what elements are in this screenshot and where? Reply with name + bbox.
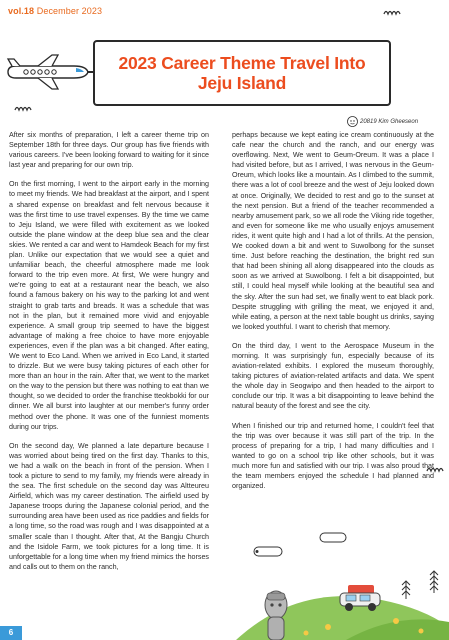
paragraph: On the first morning, I went to the airport early in the morning to meet my friends. We had breakfast at the airport, and I spent a shared expense on breakfast and felt nervous because it was the first time to use travel expenses. By the time we came to Jeju Island, we were filled with excitement as we looked outside the plane window at the deep blue sea and the clear skies. We rented a car and went to Hamdeok Beach for my first plan. Unlike our expectation that we would see a quiet and unfamiliar beach, the cheerful atmosphere made me look forward to the trip even more. At first, We were hungry and we're going to eat at a restaurant near the beach, we also found a famous bakery on his way to the parking lot and went straight to grab tarts and breads. It was a schedule that was not in the plan, but it remained more vivid and enjoyable experience. A small group trip seemed to have the biggest advantage of making a free choice to have more enjoyable experiences, even if the plan was a bit changed. After eating, We went to Eco Land. When we arrived in Eco Land, it started to drizzle. But we were busy taking pictures of each other for more than an hour in the rain. After that, we went to the market on the way to the pension but there was nothing to eat than we thought, so we decided to order the franchise tteokbokki for our dinner. We all burst into laughter at our member's funny order method over the phone. It was one of the funniest moments during our trips. — [9, 180, 209, 431]
stone-statue-icon — [265, 591, 287, 640]
issue-header — [8, 6, 102, 16]
page-title-line-1: 2023 Career Theme Travel Into — [118, 53, 366, 73]
paragraph: After six months of preparation, I left a career theme trip on September 18th for three days. Our group has five friends with various careers. I've been looking forward to waiting for it since last year and preparing for our own trip. — [9, 131, 209, 170]
paragraph: When I finished our trip and returned home, I couldn't feel that the trip was over because it was still part of the trip. In the process of preparing for a trip, I had many difficulties and I wanted to go on a school trip like other schools, but it was much more fun and satisfied with our trip. I was also proud that the team members enjoyed the schedule I had planned and organized. — [232, 421, 434, 491]
author-byline: 20819 Kim Gheeseon — [360, 119, 419, 125]
jeju-landscape-illustration — [236, 527, 449, 640]
right-column — [232, 130, 434, 500]
paragraph: On the second day, We planned a late departure because I was worried about being tired on the first day. Thanks to this, we had a walk on the beach in front of the pension. When I took a picture to send to my family, my friends were already in the sea. The first schedule on the second day was Altteureu Airfield, which was my career destination. The airfield used by Japanese troops during the Japanese colonial period, and the surrounding area have been used as rice paddies and fields for a long time, so the road was rough and I was disappointed at a smaller scale than I thought. After that, At the Bangju Church and the Isidole Farm, we took pictures for a long time. It is unforgettable for a long time when my friend mimics the horses and calls out to them on the ranch, — [9, 441, 209, 571]
title-banner — [93, 40, 391, 106]
squiggle-decoration — [14, 104, 32, 112]
page-title-line-2: Jeju Island — [197, 73, 287, 93]
cloud-icon — [320, 533, 346, 542]
paragraph: perhaps because we kept eating ice cream continuously at the cafe near the church and the ranch, and our energy was overflowing. Next, We went to Geum-Oreum. It was a place I had visited before, but as I arrived, I was nervous in the Geum-Oreum, which looks like a mountain. As I climbed to the summit, there was a lot of cool breeze and the west of Jeju looked down at once. Originally, We decided to rest and go to the sunset at the next pension. But a friend of the teacher recommended a nearby amusement park, so we all rode the Viking ride together, and even for someone like me who usually enjoys amusement rides, it went quite high and I had a lot of thrills. At the pension, We cooked down a bit and went to Suwolbong for the sunset time. Just before reaching the destination, the bright red sun that had been shining all along disappeared into the clouds as soon as we arrived at Suwolbong. I felt a bit disappointed, but still, I could heal myself while looking at the beautiful sea and the sky. After the sun had set, we finally went to eat black pork. Despite struggling with grilling the meat, we enjoyed it and, while eating, a person at the next table bought us drinks, saying we looked youthful. I want to cherish that memory. — [232, 131, 435, 331]
tree-icon — [402, 571, 438, 599]
squiggle-decoration — [383, 8, 403, 16]
cloud-icon — [254, 547, 282, 556]
airplane-icon — [4, 52, 90, 92]
paragraph: On the third day, I went to the Aerospace Museum in the morning. It was surprisingly fun, especially because of its aviation-related exhibits. I explored the museum thoroughly, taking pictures of aviation-related artifacts and data. We spent the whole day in Seogwipo and then headed to the airport to conclude our trip. It was a bit disappointing to leave behind the natural beauty of the forest and see the city. — [232, 341, 434, 411]
author-avatar-icon — [347, 116, 358, 127]
volume-label: vol.18 — [8, 6, 35, 16]
issue-date: December 2023 — [36, 6, 103, 16]
page-number-tab: 6 — [0, 626, 22, 640]
left-column — [9, 130, 209, 581]
